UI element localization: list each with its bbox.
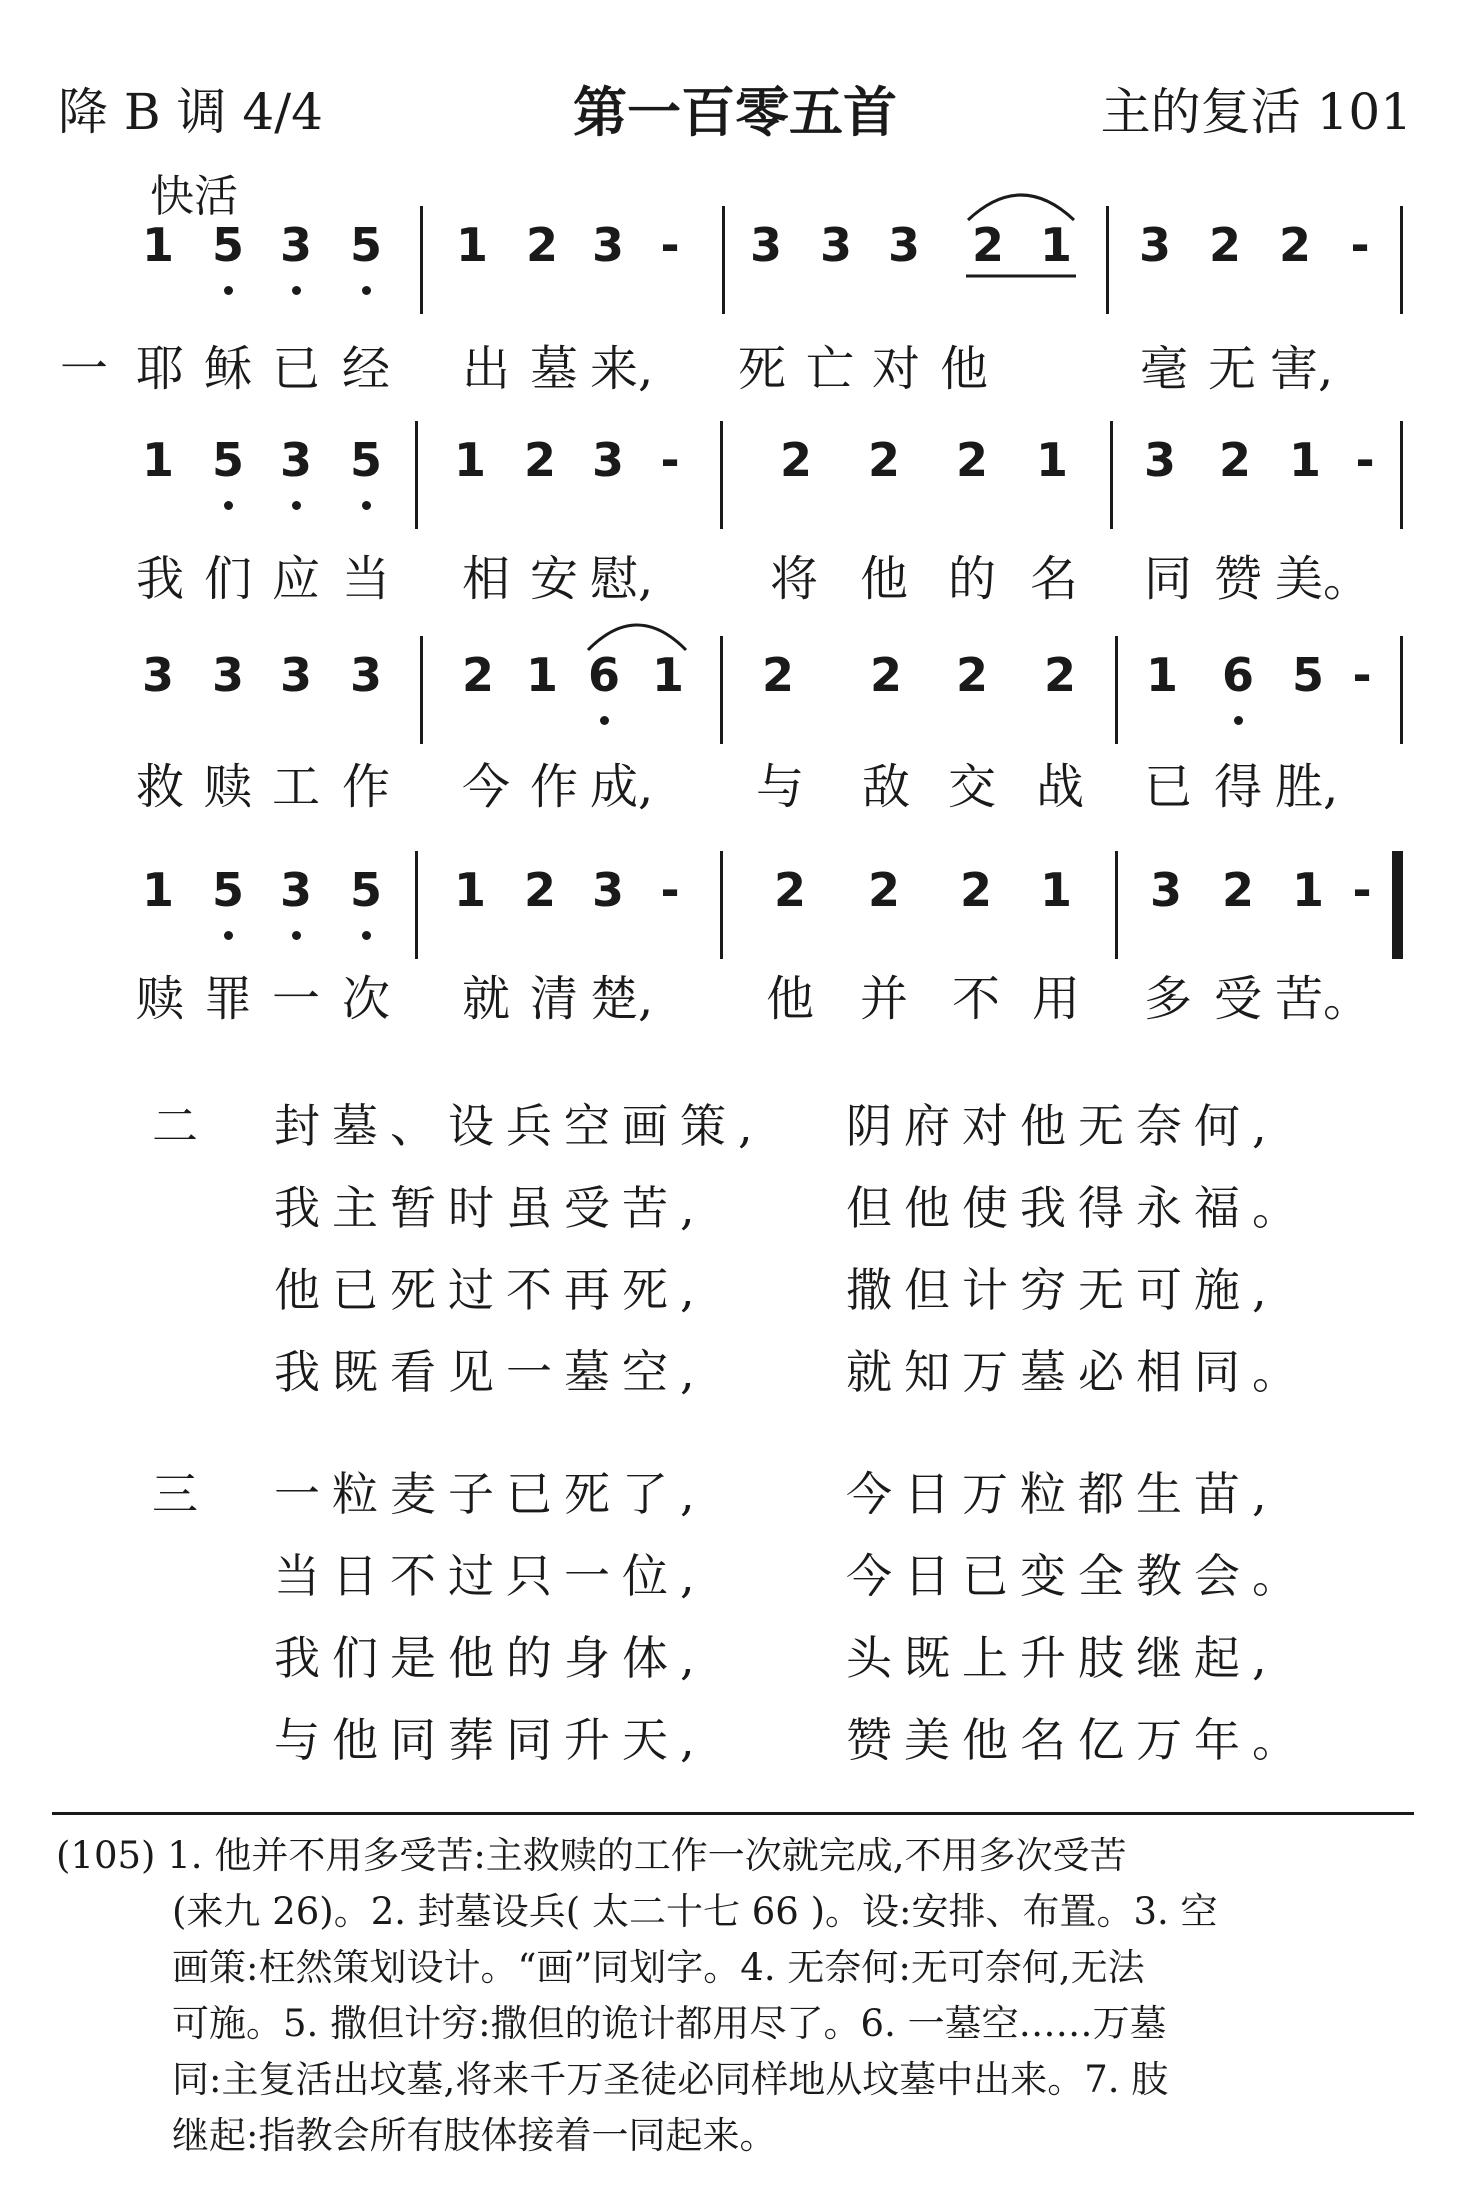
lyric-char: 同 bbox=[1143, 551, 1192, 607]
verse-number: 三 bbox=[152, 1467, 198, 1521]
lyric-char: 作 bbox=[529, 759, 578, 815]
note: 1 bbox=[453, 863, 486, 917]
footnote-line: (来九 26)。2. 封墓设兵( 太二十七 66 )。设:安排、布置。3. 空 bbox=[172, 1890, 1218, 1933]
verse-line: 他已死过不再死, bbox=[274, 1263, 707, 1317]
lyric-char: 救 bbox=[135, 759, 184, 815]
lyric-char: 慰, bbox=[590, 551, 654, 607]
note: 2 bbox=[1218, 433, 1251, 487]
tempo-marking: 快活 bbox=[150, 171, 238, 222]
note: 2 bbox=[869, 648, 902, 702]
note: 5 bbox=[211, 433, 244, 487]
note: 1 bbox=[141, 433, 174, 487]
note: 2 bbox=[955, 433, 988, 487]
lyric-line-3 bbox=[0, 748, 1470, 815]
score-line-1 bbox=[0, 200, 1470, 320]
note: 2 bbox=[1278, 218, 1311, 272]
note: 3 bbox=[1143, 433, 1176, 487]
lyric-char: 敌 bbox=[861, 759, 910, 815]
note: 1 bbox=[1145, 648, 1178, 702]
note: 6 bbox=[587, 648, 620, 702]
lyric-char: 受 bbox=[1213, 971, 1262, 1027]
lyric-char: 相 bbox=[461, 551, 510, 607]
lyric-char: 胜, bbox=[1275, 759, 1339, 815]
verse-number: 一 bbox=[59, 341, 108, 397]
verse-line: 我们是他的身体, bbox=[274, 1631, 707, 1685]
note: 1 bbox=[525, 648, 558, 702]
note: 2 bbox=[955, 648, 988, 702]
verse-line: 封墓、设兵空画策, bbox=[274, 1099, 765, 1153]
hymn-category: 主的复活 101 bbox=[1100, 83, 1412, 141]
note: 1 bbox=[455, 218, 488, 272]
verse-line: 与他同葬同升天, bbox=[274, 1713, 707, 1767]
lyric-char: 安 bbox=[529, 551, 578, 607]
note: - bbox=[1355, 433, 1375, 487]
note: 1 bbox=[651, 648, 684, 702]
note: 3 bbox=[1149, 863, 1182, 917]
lyric-char: 的 bbox=[947, 551, 996, 607]
note: - bbox=[660, 863, 680, 917]
note: 2 bbox=[523, 433, 556, 487]
note: 5 bbox=[211, 218, 244, 272]
score-line-4 bbox=[0, 845, 1470, 965]
note: 2 bbox=[761, 648, 794, 702]
lyric-char: 已 bbox=[271, 341, 320, 397]
note: - bbox=[660, 433, 680, 487]
footnote-line: 画策:枉然策划设计。“画”同划字。4. 无奈何:无可奈何,无法 bbox=[172, 1946, 1145, 1989]
note: 3 bbox=[279, 863, 312, 917]
footnote-line: 同:主复活出坟墓,将来千万圣徒必同样地从坟墓中出来。7. 肢 bbox=[172, 2058, 1169, 2101]
key-signature: 降 B 调 4/4 bbox=[58, 83, 323, 141]
lyric-char: 赎 bbox=[203, 759, 252, 815]
score-line-3 bbox=[0, 630, 1470, 750]
lyric-char: 工 bbox=[271, 759, 320, 815]
lyric-char: 得 bbox=[1213, 759, 1262, 815]
verse-line: 就知万墓必相同。 bbox=[846, 1345, 1310, 1399]
lyric-char: 将 bbox=[769, 551, 818, 607]
lyric-char: 一 bbox=[271, 971, 320, 1027]
lyric-char: 来, bbox=[590, 341, 654, 397]
lyric-char: 清 bbox=[529, 971, 578, 1027]
note: 3 bbox=[819, 218, 852, 272]
lyric-char: 稣 bbox=[203, 341, 252, 397]
note: 3 bbox=[591, 863, 624, 917]
verse-line: 头既上升肢继起, bbox=[846, 1631, 1279, 1685]
note: 3 bbox=[887, 218, 920, 272]
verse-line: 今日万粒都生苗, bbox=[846, 1467, 1279, 1521]
lyric-char: 已 bbox=[1143, 759, 1192, 815]
slur bbox=[968, 195, 1074, 220]
note: - bbox=[660, 218, 680, 272]
note: 2 bbox=[773, 863, 806, 917]
lyric-char: 就 bbox=[461, 971, 510, 1027]
note: 1 bbox=[141, 218, 174, 272]
lyric-char: 耶 bbox=[135, 341, 184, 397]
lyric-char: 作 bbox=[341, 759, 390, 815]
lyric-char: 对 bbox=[871, 341, 920, 397]
slur bbox=[588, 625, 686, 650]
note: 2 bbox=[525, 218, 558, 272]
slur-marks bbox=[0, 385, 1470, 505]
verse-line: 阴府对他无奈何, bbox=[846, 1099, 1279, 1153]
verse-line: 我主暂时虽受苦, bbox=[274, 1181, 707, 1235]
note: 3 bbox=[591, 218, 624, 272]
lyric-char: 并 bbox=[859, 971, 908, 1027]
lyric-char: 害, bbox=[1270, 341, 1334, 397]
verse-line: 撒但计穷无可施, bbox=[846, 1263, 1279, 1317]
note: - bbox=[1352, 648, 1372, 702]
lyric-char: 苦。 bbox=[1275, 971, 1372, 1027]
lyric-char: 我 bbox=[135, 551, 184, 607]
footnote-line: (105) 1. 他并不用多受苦:主救赎的工作一次就完成,不用多次受苦 bbox=[56, 1834, 1127, 1877]
note: 5 bbox=[1291, 648, 1324, 702]
footnote-divider bbox=[52, 1812, 1414, 1815]
lyric-char: 死 bbox=[737, 341, 786, 397]
lyric-line-2 bbox=[0, 540, 1470, 607]
lyric-char: 赞 bbox=[1213, 551, 1262, 607]
lyric-char: 多 bbox=[1143, 971, 1192, 1027]
lyric-char: 今 bbox=[461, 759, 510, 815]
note: 2 bbox=[867, 863, 900, 917]
lyric-char: 赎 bbox=[135, 971, 184, 1027]
note: 1 bbox=[1039, 863, 1072, 917]
verse-line: 当日不过只一位, bbox=[274, 1549, 707, 1603]
note: 2 bbox=[523, 863, 556, 917]
verse-line: 赞美他名亿万年。 bbox=[846, 1713, 1310, 1767]
lyric-char: 他 bbox=[765, 971, 814, 1027]
lyric-char: 用 bbox=[1031, 971, 1080, 1027]
verse-line: 但他使我得永福。 bbox=[846, 1181, 1310, 1235]
note: 5 bbox=[211, 863, 244, 917]
note: 3 bbox=[211, 648, 244, 702]
lyric-char: 交 bbox=[947, 759, 996, 815]
verse-line: 今日已变全教会。 bbox=[846, 1549, 1310, 1603]
note: 3 bbox=[1138, 218, 1171, 272]
note: 3 bbox=[591, 433, 624, 487]
note: 1 bbox=[141, 863, 174, 917]
note: 1 bbox=[1035, 433, 1068, 487]
lyric-char: 次 bbox=[341, 971, 390, 1027]
hymn-title: 第一百零五首 bbox=[573, 81, 897, 144]
note: 2 bbox=[1208, 218, 1241, 272]
note: 1 bbox=[453, 433, 486, 487]
note: 3 bbox=[141, 648, 174, 702]
note: 3 bbox=[279, 648, 312, 702]
verse-line: 我既看见一墓空, bbox=[274, 1345, 707, 1399]
lyric-char: 经 bbox=[341, 341, 390, 397]
lyric-char: 不 bbox=[951, 971, 1000, 1027]
note: 2 bbox=[461, 648, 494, 702]
note: 2 bbox=[779, 433, 812, 487]
note: 1 bbox=[1039, 218, 1072, 272]
note: 2 bbox=[1221, 863, 1254, 917]
score-line-2 bbox=[0, 415, 1470, 535]
lyric-char: 毫 bbox=[1139, 341, 1188, 397]
lyric-char: 墓 bbox=[529, 341, 578, 397]
lyric-char: 无 bbox=[1207, 341, 1256, 397]
lyric-char: 当 bbox=[341, 551, 390, 607]
note: 1 bbox=[1291, 863, 1324, 917]
note: 6 bbox=[1221, 648, 1254, 702]
lyric-char: 他 bbox=[939, 341, 988, 397]
slur-marks bbox=[0, 170, 1470, 290]
note: 3 bbox=[279, 218, 312, 272]
note: 5 bbox=[349, 863, 382, 917]
lyric-char: 他 bbox=[859, 551, 908, 607]
note: - bbox=[1350, 218, 1370, 272]
note: - bbox=[1352, 863, 1372, 917]
note: 5 bbox=[349, 218, 382, 272]
footnote-line: 继起:指教会所有肢体接着一同起来。 bbox=[172, 2114, 777, 2157]
note: 3 bbox=[749, 218, 782, 272]
lyric-line-4 bbox=[0, 960, 1470, 1027]
lyric-char: 成, bbox=[590, 759, 654, 815]
note: 2 bbox=[1043, 648, 1076, 702]
lyric-char: 亡 bbox=[805, 341, 854, 397]
lyric-char: 罪 bbox=[203, 971, 252, 1027]
note: 3 bbox=[349, 648, 382, 702]
slur-marks bbox=[0, 815, 1470, 935]
note: 2 bbox=[971, 218, 1004, 272]
note: 2 bbox=[959, 863, 992, 917]
note: 2 bbox=[867, 433, 900, 487]
lyric-line-1 bbox=[0, 330, 1470, 397]
note: 3 bbox=[279, 433, 312, 487]
lyric-char: 们 bbox=[203, 551, 252, 607]
verse-number: 二 bbox=[152, 1099, 198, 1153]
lyric-char: 名 bbox=[1029, 551, 1078, 607]
slur-marks bbox=[0, 600, 1470, 720]
verse-line: 一粒麦子已死了, bbox=[274, 1467, 707, 1521]
note: 1 bbox=[1288, 433, 1321, 487]
lyric-char: 与 bbox=[755, 759, 804, 815]
lyric-char: 楚, bbox=[590, 971, 654, 1027]
lyric-char: 出 bbox=[461, 341, 510, 397]
lyric-char: 战 bbox=[1035, 759, 1084, 815]
note: 5 bbox=[349, 433, 382, 487]
lyric-char: 应 bbox=[271, 551, 320, 607]
footnote-line: 可施。5. 撒但计穷:撒但的诡计都用尽了。6. 一墓空……万墓 bbox=[172, 2002, 1167, 2045]
lyric-char: 美。 bbox=[1275, 551, 1372, 607]
